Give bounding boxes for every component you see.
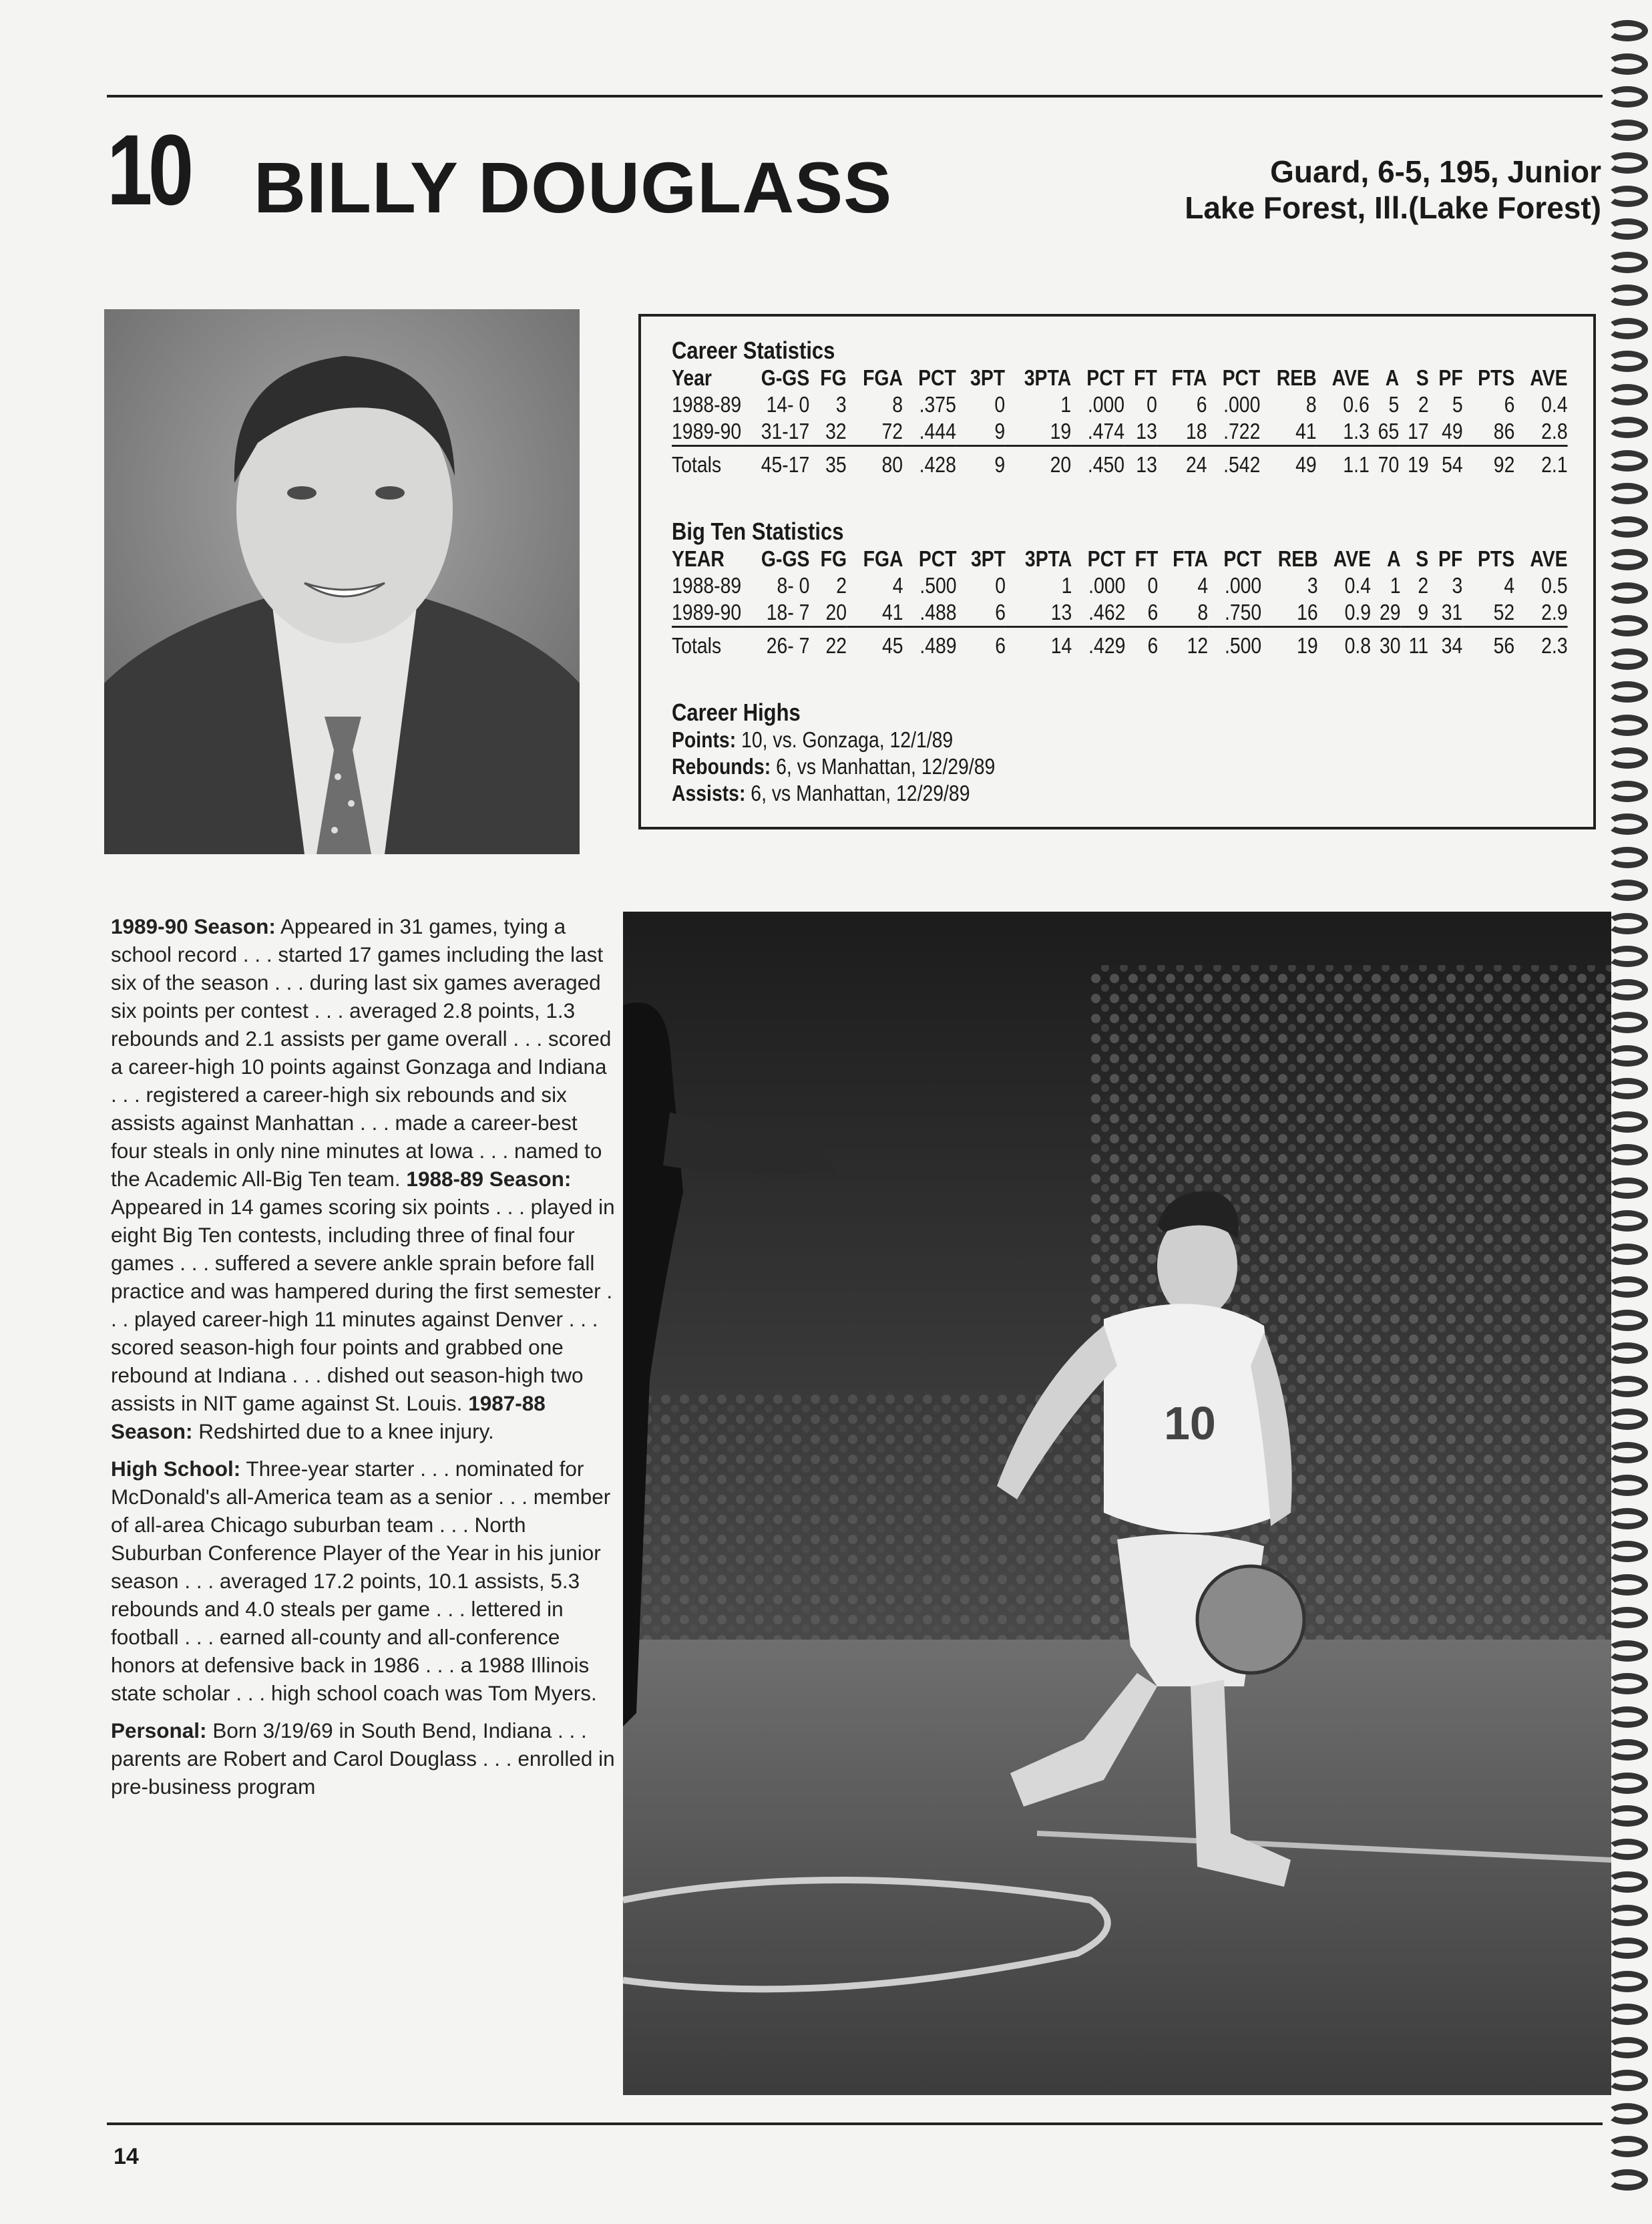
spiral-coil [1607,483,1648,504]
stat-cell: 1988-89 [672,392,742,417]
stat-cell: 0.6 [1343,392,1370,417]
stat-cell: G-GS [761,365,810,390]
stat-cell: .000 [1224,573,1262,598]
spiral-coil [1607,1640,1648,1662]
stat-cell: 30 [1371,627,1401,665]
spiral-coil [1607,2037,1648,2058]
spiral-coil [1607,1905,1648,1926]
stat-cell: 32 [825,419,847,443]
stat-cell: .500 [1208,627,1261,665]
stat-cell: 8 [1197,600,1209,624]
personal-notes: Personal: Born 3/19/69 in South Bend, Indiana . . . parents are Robert and Carol Douglass . . . enrolled in pre-business program [111,1718,615,1799]
stat-cell: 1989-90 [672,419,742,443]
spiral-coil [1607,979,1648,1000]
stat-cell: PTS [1477,546,1515,571]
stat-cell: 4 [1197,573,1209,598]
stat-cell: Year [672,365,712,390]
stat-cell: REB [1277,546,1318,571]
stat-cell: 8 [1305,392,1317,417]
hometown: Lake Forest, Ill.(Lake Forest) [1185,190,1601,225]
stat-cell: 9 [994,419,1006,443]
stat-cell: 2.9 [1541,600,1568,624]
stat-cell: 1.1 [1317,446,1370,484]
stat-cell: 6 [1125,627,1158,665]
bottom-rule [107,2122,1603,2125]
stat-cell: 1 [1390,573,1401,598]
career-high-points: Points: 10, vs. Gonzaga, 12/1/89 [672,727,954,752]
spiral-coil [1607,351,1648,372]
stat-cell: .000 [1088,573,1126,598]
stat-cell: 4 [892,573,903,598]
stats-row [672,572,1568,599]
spiral-coil [1607,1111,1648,1133]
spiral-coil [1607,1144,1648,1165]
stat-cell: 19 [1399,446,1428,484]
spiral-coil [1607,450,1648,472]
stat-cell: 22 [809,627,847,665]
stat-cell: 41 [881,600,903,624]
stat-cell: 0.4 [1344,573,1372,598]
stat-cell: .542 [1207,446,1261,484]
action-photo [623,912,1611,2095]
stat-cell: 56 [1462,627,1514,665]
player-name: BILLY DOUGLASS [254,147,893,228]
spiral-coil [1607,53,1648,75]
spiral-coil [1607,1045,1648,1067]
stats-header-row [672,546,1568,572]
stat-cell: 2 [1418,392,1429,417]
stat-cell: 6 [1196,392,1207,417]
big-ten-stats-title: Big Ten Statistics [672,518,844,545]
stat-cell: 9 [956,446,1005,484]
stat-cell: 13 [1136,419,1157,443]
stat-cell: 6 [1147,600,1159,624]
stat-cell: 2.3 [1514,627,1567,665]
stat-cell: AVE [1530,365,1568,390]
spiral-coil [1607,1276,1648,1298]
stat-cell: .450 [1071,446,1124,484]
spiral-coil [1607,285,1648,306]
spiral-coil [1607,1508,1648,1529]
stat-cell: S [1416,546,1429,571]
stat-cell: PCT [918,365,956,390]
stat-cell: 12 [1158,627,1208,665]
spiral-coil [1607,615,1648,636]
stat-cell: 11 [1401,627,1429,665]
spiral-coil [1607,417,1648,438]
spiral-coil [1607,1177,1648,1199]
stat-cell: 9 [1418,600,1429,624]
top-rule [107,95,1603,98]
spiral-coil [1607,516,1648,538]
stat-cell: .722 [1223,419,1261,443]
stat-cell: 13 [1124,446,1157,484]
spiral-coil [1607,1773,1648,1794]
stat-cell: REB [1276,365,1317,390]
stat-cell: 3 [1452,573,1463,598]
stats-row [672,599,1568,627]
stat-cell: .750 [1224,600,1262,624]
stat-cell: 54 [1429,446,1463,484]
spiral-coil [1607,20,1648,41]
stat-cell: FGA [863,546,903,571]
stat-cell: 29 [1380,600,1401,624]
stat-cell: 8- 0 [777,573,810,598]
stat-cell: 45 [847,627,903,665]
stat-cell: 0 [995,573,1006,598]
spiral-coil [1607,1839,1648,1860]
big-ten-stats-table [672,546,1568,664]
stat-cell: FT [1134,365,1157,390]
spiral-binding [1599,20,1652,2211]
spiral-coil [1607,1012,1648,1033]
spiral-coil [1607,582,1648,604]
career-stats-title: Career Statistics [672,337,835,364]
stat-cell: 49 [1442,419,1463,443]
stat-cell: 18- 7 [766,600,810,624]
stats-header-row [672,365,1568,391]
stat-cell: 0 [1147,573,1159,598]
jersey-number: 10 [107,114,190,226]
stat-cell: 3 [1307,573,1318,598]
spiral-coil [1607,1971,1648,1992]
stat-cell: 31-17 [761,419,810,443]
stat-cell: .462 [1088,600,1126,624]
photo-jersey-number: 10 [1164,1397,1216,1449]
stat-cell: 24 [1157,446,1207,484]
spiral-coil [1607,186,1648,207]
spiral-coil [1607,2004,1648,2025]
stat-cell: 14- 0 [766,392,810,417]
stat-cell: 92 [1463,446,1515,484]
season-notes: 1989-90 Season: Appeared in 31 games, tying a school record . . . started 17 games including the last six of the season . . . during last six games averaged six points per contest . . . averaged 2.8 points, 1.3 rebounds and 2.1 assists per game overall . . . scored a career-high 10 points against Gonzaga and Indiana . . . registered a career-high six rebounds and six assists against Manhattan . . . made a career-best four steals in only nine minutes at Iowa . . . named to the Academic All-Big Ten team. 1988-89 Season: Appeared in 14 games scoring six points . . . played in eight Big Ten contests, including three of final four games . . . suffered a severe ankle sprain before fall practice and was hampered during the first semester . . . played career-high 11 minutes against Denver . . . scored season-high four points and grabbed one rebound at Indiana . . . dished out season-high two assists in NIT game against St. Louis. 1987-88 Season: Redshirted due to a knee injury. [111,914,615,1443]
career-highs-title: Career Highs [672,699,801,726]
stat-cell: 6 [1504,392,1515,417]
spiral-coil [1607,747,1648,769]
stat-cell: 0.8 [1318,627,1371,665]
spiral-coil [1607,1739,1648,1760]
stat-cell: .375 [919,392,956,417]
spiral-coil [1607,318,1648,339]
stat-cell: A [1387,546,1401,571]
stat-cell: 2.1 [1514,446,1567,484]
position-height-weight: Guard, 6-5, 195, Junior [1270,154,1601,189]
stats-row [672,391,1568,418]
stat-cell: .444 [919,419,956,443]
stat-cell: 3 [835,392,847,417]
stat-cell: 2 [1418,573,1429,598]
spiral-coil [1607,1673,1648,1694]
stat-cell: AVE [1331,365,1370,390]
stat-cell: .489 [903,627,957,665]
stat-cell: PF [1438,365,1463,390]
stat-cell: YEAR [672,546,725,571]
stat-cell: 1988-89 [672,573,742,598]
stat-cell: 18 [1185,419,1207,443]
spiral-coil [1607,1244,1648,1265]
stat-cell: FGA [863,365,903,390]
spiral-coil [1607,86,1648,108]
spiral-coil [1607,1805,1648,1827]
stat-cell: 1.3 [1343,419,1370,443]
stat-cell: FTA [1173,546,1209,571]
spiral-coil [1607,384,1648,405]
stats-totals-row [672,446,1568,484]
stat-cell: 4 [1504,573,1515,598]
spiral-coil [1607,946,1648,967]
page-number: 14 [114,2144,139,2169]
spiral-coil [1607,715,1648,736]
stat-cell: PF [1438,546,1463,571]
stat-cell: 65 [1378,419,1400,443]
stat-cell: 0.4 [1541,392,1568,417]
stat-cell: 52 [1493,600,1515,624]
stat-cell: 70 [1370,446,1399,484]
spiral-coil [1607,1574,1648,1596]
spiral-coil [1607,1607,1648,1628]
stat-cell: .488 [919,600,957,624]
stat-cell: 31 [1441,600,1463,624]
stat-cell: 2.8 [1541,419,1568,443]
career-high-assists: Assists: 6, vs Manhattan, 12/29/89 [672,781,970,805]
stat-cell: 1 [1060,392,1072,417]
stat-cell: AVE [1530,546,1568,571]
stat-cell: 6 [957,627,1006,665]
stat-cell: .428 [903,446,956,484]
stat-cell: 49 [1260,446,1316,484]
stat-cell: Totals [672,446,741,484]
spiral-coil [1607,880,1648,901]
stat-cell: 1989-90 [672,600,742,624]
stat-cell: 1 [1061,573,1072,598]
stat-cell: .000 [1223,392,1261,417]
stat-cell: PCT [1222,365,1261,390]
spiral-coil [1607,1871,1648,1893]
stat-cell: PCT [918,546,957,571]
stat-cell: 0 [994,392,1006,417]
career-stats-table [672,365,1568,483]
stat-cell: 0.5 [1541,573,1568,598]
stat-cell: 80 [847,446,903,484]
stat-cell: PTS [1478,365,1515,390]
stat-cell: 3PT [970,365,1006,390]
stat-cell: 35 [809,446,846,484]
stat-cell: FG [820,546,847,571]
spiral-coil [1607,681,1648,703]
spiral-coil [1607,781,1648,802]
spiral-coil [1607,2169,1648,2191]
spiral-coil [1607,847,1648,868]
stats-row [672,418,1568,446]
spiral-coil [1607,152,1648,174]
stat-cell: S [1416,365,1429,390]
stat-cell: 16 [1297,600,1318,624]
spiral-coil [1607,120,1648,141]
spiral-coil [1607,1210,1648,1232]
spiral-coil [1607,2103,1648,2124]
spiral-coil [1607,252,1648,273]
stat-cell: 0 [1147,392,1157,417]
stat-cell: .500 [919,573,957,598]
stat-cell: 5 [1388,392,1400,417]
spiral-coil [1607,1706,1648,1728]
spiral-coil [1607,1937,1648,1959]
spiral-coil [1607,913,1648,934]
career-high-rebounds: Rebounds: 6, vs Manhattan, 12/29/89 [672,754,996,779]
spiral-coil [1607,1310,1648,1331]
stat-cell: A [1385,365,1400,390]
high-school-notes: High School: Three-year starter . . . nominated for McDonald's all-America team as a senior . . . member of all-area Chicago suburban team . . . North Suburban Conference Player of the Year in his junior season . . . averaged 17.2 points, 10.1 assists, 5.3 rebounds and 4.0 steals per game . . . lettered in football . . . earned all-county and all-conference honors at defensive back in 1986 . . . a 1988 Illinois state scholar . . . high school coach was Tom Myers. [111,1457,611,1705]
spiral-coil [1607,1442,1648,1463]
stat-cell: 8 [892,392,903,417]
stat-cell: 6 [995,600,1006,624]
stat-cell: FG [820,365,847,390]
stat-cell: 0.9 [1344,600,1372,624]
stat-cell: 3PTA [1024,546,1072,571]
stat-cell: FTA [1171,365,1207,390]
spiral-coil [1607,1541,1648,1562]
stat-cell: 72 [881,419,903,443]
stat-cell: 19 [1050,419,1072,443]
spiral-coil [1607,2136,1648,2157]
stat-cell: 26- 7 [741,627,809,665]
stat-cell: 19 [1261,627,1318,665]
headshot-photo [104,309,580,854]
stat-cell: 2 [836,573,847,598]
stat-cell: 41 [1295,419,1317,443]
stat-cell: 5 [1452,392,1463,417]
spiral-coil [1607,1078,1648,1099]
spiral-coil [1607,218,1648,240]
spiral-coil [1607,549,1648,570]
stat-cell: FT [1134,546,1159,571]
stat-cell: 17 [1408,419,1429,443]
stat-cell: 34 [1428,627,1462,665]
bio-text [111,912,618,1810]
spiral-coil [1607,648,1648,670]
spiral-coil [1607,1342,1648,1364]
stat-cell: Totals [672,627,741,665]
stat-cell: PCT [1086,365,1125,390]
stat-cell: .429 [1072,627,1125,665]
spiral-coil [1607,1376,1648,1397]
spiral-coil [1607,813,1648,835]
stat-cell: .474 [1087,419,1125,443]
spiral-coil [1607,1409,1648,1430]
stat-cell: 13 [1050,600,1072,624]
stat-cell: 20 [825,600,847,624]
stat-cell: 86 [1493,419,1515,443]
stat-cell: .000 [1087,392,1125,417]
stats-totals-row [672,627,1568,665]
stat-cell: 3PTA [1024,365,1072,390]
stat-cell: AVE [1333,546,1372,571]
stat-cell: PCT [1223,546,1262,571]
stat-cell: G-GS [761,546,810,571]
stat-cell: 20 [1005,446,1071,484]
statistics-box [638,314,1596,829]
stat-cell: 14 [1006,627,1072,665]
stat-cell: 3PT [970,546,1006,571]
spiral-coil [1607,1475,1648,1496]
stat-cell: 45-17 [741,446,809,484]
stat-cell: PCT [1087,546,1126,571]
spiral-coil [1607,2070,1648,2091]
